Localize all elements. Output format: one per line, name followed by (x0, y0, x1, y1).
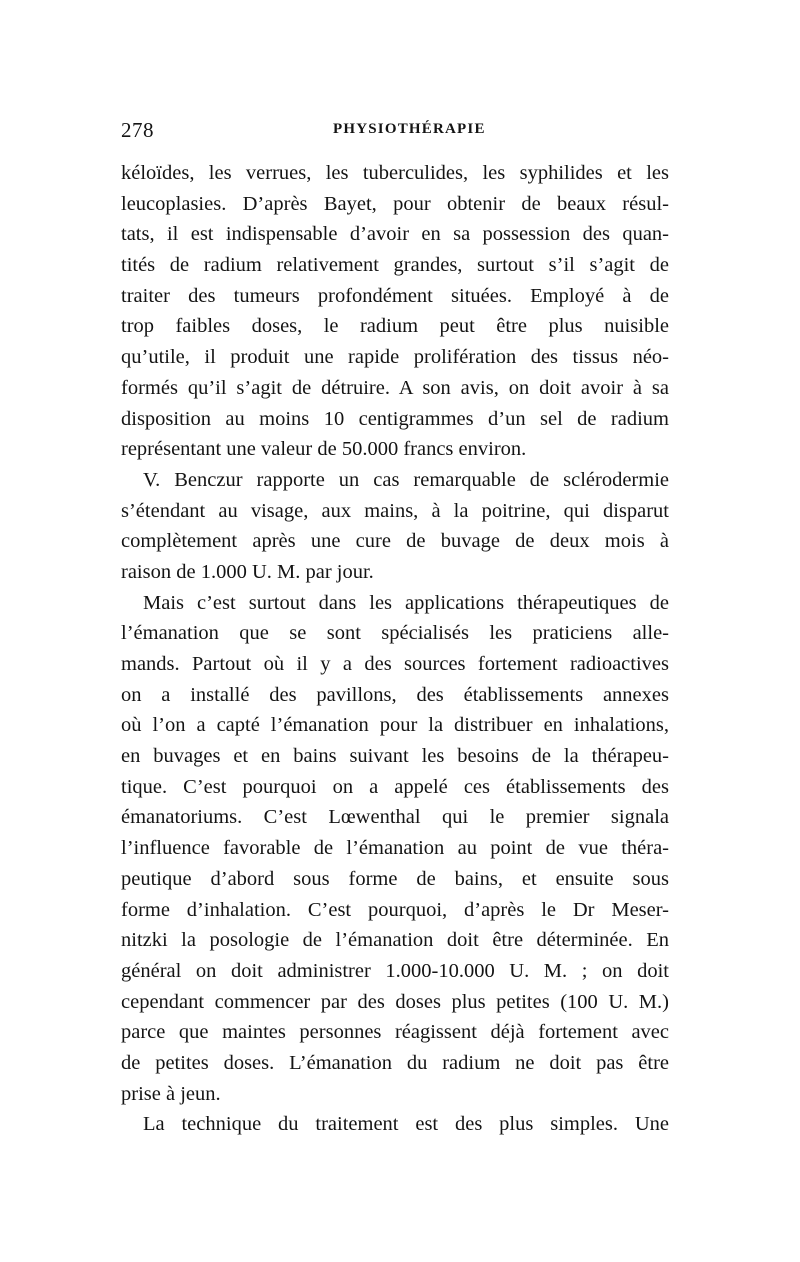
text-line: forme d’inhalation. C’est pourquoi, d’après le Dr Meser- (121, 898, 669, 921)
text-line: tités de radium relativement grandes, surtout s’il s’agit de (121, 254, 669, 277)
text-line: l’émanation que se sont spécialisés les praticiens alle- (121, 622, 669, 645)
text-line: formés qu’il s’agit de détruire. A son avis, on doit avoir à sa (121, 376, 669, 399)
text-line: représentant une valeur de 50.000 francs environ. (121, 438, 527, 461)
running-head: PHYSIOTHÉRAPIE (333, 121, 486, 137)
body-text (121, 158, 669, 1140)
text-line: cependant commencer par des doses plus petites (100 U. M.) (121, 990, 669, 1013)
text-line: qu’utile, il produit une rapide prolifération des tissus néo- (121, 346, 669, 369)
text-line: La technique du traitement est des plus simples. Une (143, 1113, 669, 1136)
text-line: V. Benczur rapporte un cas remarquable de sclérodermie (143, 468, 669, 491)
text-line: tats, il est indispensable d’avoir en sa possession des quan- (121, 223, 669, 246)
text-line: trop faibles doses, le radium peut être plus nuisible (121, 315, 669, 338)
text-line: l’influence favorable de l’émanation au point de vue théra- (121, 837, 669, 860)
text-line: de petites doses. L’émanation du radium ne doit pas être (121, 1051, 669, 1074)
text-line: kéloïdes, les verrues, les tuberculides, les syphilides et les (121, 162, 669, 184)
text-line: leucoplasies. D’après Bayet, pour obtenir de beaux résul- (121, 192, 669, 215)
text-line: Mais c’est surtout dans les applications thérapeutiques de (143, 591, 669, 614)
text-line: prise à jeun. (121, 1082, 221, 1105)
text-line: s’étendant au visage, aux mains, à la poitrine, qui disparut (121, 499, 669, 522)
text-line: général on doit administrer 1.000-10.000 U. M. ; on doit (121, 959, 669, 982)
text-line: traiter des tumeurs profondément situées. Employé à de (121, 284, 669, 307)
text-line: émanatoriums. C’est Lœwenthal qui le premier signala (121, 806, 669, 829)
text-line: parce que maintes personnes réagissent déjà fortement avec (121, 1021, 669, 1044)
page-number: 278 (121, 118, 154, 142)
text-line: nitzki la posologie de l’émanation doit être déterminée. En (121, 929, 669, 952)
text-line: mands. Partout où il y a des sources fortement radioactives (121, 653, 669, 675)
text-line: raison de 1.000 U. M. par jour. (121, 560, 374, 583)
text-line: on a installé des pavillons, des établissements annexes (121, 683, 669, 706)
text-line: disposition au moins 10 centigrammes d’un sel de radium (121, 407, 669, 430)
text-line: complètement après une cure de buvage de deux mois à (121, 530, 669, 553)
page-header (121, 118, 669, 142)
text-line: en buvages et en bains suivant les besoins de la thérapeu- (121, 745, 669, 768)
text-line: où l’on a capté l’émanation pour la distribuer en inhalations, (121, 714, 669, 737)
text-line: tique. C’est pourquoi on a appelé ces établissements des (121, 775, 669, 798)
text-line: peutique d’abord sous forme de bains, et ensuite sous (121, 867, 669, 890)
